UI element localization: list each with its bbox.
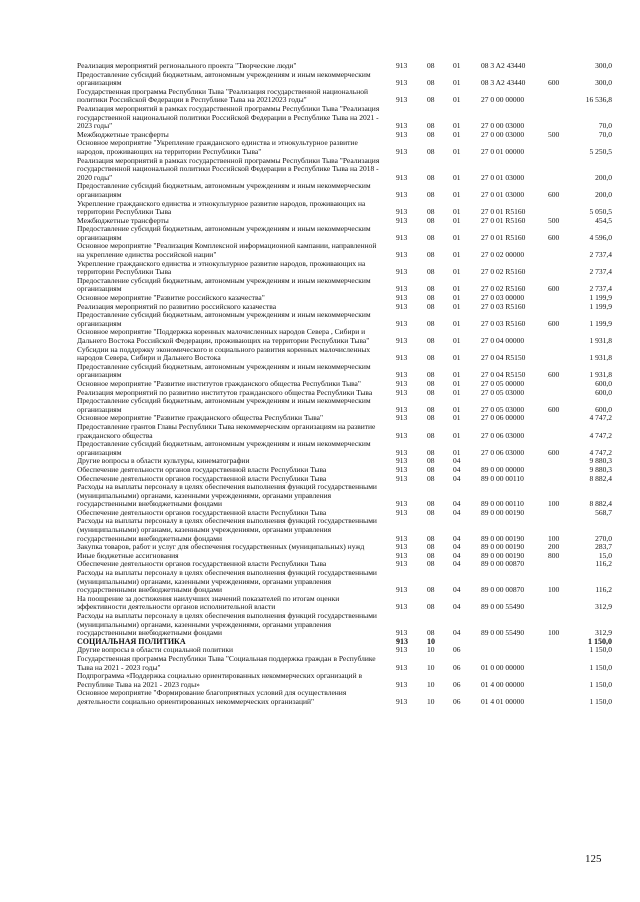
cell-name: Другие вопросы в области культуры, кинематографии xyxy=(77,456,250,466)
cell-pr: 01 xyxy=(453,121,461,131)
table-row xyxy=(0,517,640,543)
cell-sum: 600,0 xyxy=(595,404,612,414)
cell-cs: 27 0 03 R5160 xyxy=(481,318,526,328)
cell-cs: 89 0 00 55490 xyxy=(481,602,525,612)
cell-name: Предоставление субсидий бюджетным, автономным учреждениям и иным некоммерческим организациям xyxy=(77,310,371,328)
cell-gr: 913 xyxy=(396,430,408,440)
cell-sum: 1 931,8 xyxy=(589,370,612,380)
cell-pr: 04 xyxy=(453,602,461,612)
table-row xyxy=(0,483,640,509)
cell-sum: 2 737,4 xyxy=(589,267,612,277)
cell-cs: 27 0 05 03000 xyxy=(481,387,525,397)
cell-gr: 913 xyxy=(396,172,408,182)
cell-gr: 913 xyxy=(396,662,408,672)
table-row xyxy=(0,157,640,183)
cell-pr: 01 xyxy=(453,336,461,345)
cell-rz: 08 xyxy=(427,447,435,457)
cell-pr: 04 xyxy=(453,585,461,595)
cell-gr: 913 xyxy=(396,250,408,260)
cell-rz: 08 xyxy=(427,464,435,474)
cell-gr: 913 xyxy=(396,645,408,655)
cell-rz: 08 xyxy=(427,146,435,156)
cell-sum: 300,0 xyxy=(595,78,612,88)
cell-sum: 116,2 xyxy=(595,585,612,595)
cell-name: Основное мероприятие "Развитие российского казачества" xyxy=(77,293,265,303)
cell-cs: 89 0 00 00870 xyxy=(481,559,525,569)
cell-pr: 04 xyxy=(453,507,461,517)
cell-gr: 913 xyxy=(396,507,408,517)
cell-vr: 800 xyxy=(548,550,560,560)
cell-rz: 08 xyxy=(427,353,435,363)
cell-name: Реализация мероприятий по развитию российского казачества xyxy=(77,301,277,311)
cell-cs: 27 0 03 R5160 xyxy=(481,301,526,311)
cell-pr: 01 xyxy=(453,189,461,199)
cell-vr: 600 xyxy=(548,370,560,380)
cell-rz: 08 xyxy=(427,585,435,595)
cell-pr: 01 xyxy=(453,413,461,423)
cell-cs: 89 0 00 00190 xyxy=(481,507,525,517)
cell-cs: 08 3 A2 43440 xyxy=(481,61,526,70)
cell-pr: 04 xyxy=(453,559,461,569)
cell-pr: 01 xyxy=(453,318,461,328)
cell-gr: 913 xyxy=(396,95,408,105)
table-row xyxy=(0,595,640,612)
cell-gr: 913 xyxy=(396,550,408,560)
cell-gr: 913 xyxy=(396,636,408,646)
cell-name: Предоставление субсидий бюджетным, автономным учреждениям и иным некоммерческим организациям xyxy=(77,69,371,88)
cell-rz: 08 xyxy=(427,456,435,466)
cell-sum: 568,7 xyxy=(595,507,612,517)
table-row xyxy=(0,260,640,277)
cell-sum: 454,5 xyxy=(595,215,612,225)
cell-pr: 01 xyxy=(453,267,461,277)
cell-cs: 01 0 00 00000 xyxy=(481,662,525,672)
cell-name: Обеспечение деятельности органов государственной власти Республики Тыва xyxy=(77,464,327,474)
cell-sum: 270,0 xyxy=(595,533,612,543)
cell-name: Реализация мероприятий в рамках государственной программы Республики Тыва "Реализация государственной национальной политики Российской Федерации в Республике Тыва на 2021 - 2023 годы" xyxy=(77,103,380,131)
cell-cs: 27 0 01 03000 xyxy=(481,189,525,199)
cell-rz: 08 xyxy=(427,430,435,440)
table-row xyxy=(0,689,640,706)
table-row xyxy=(0,672,640,689)
cell-rz: 08 xyxy=(427,232,435,242)
cell-gr: 913 xyxy=(396,121,408,131)
cell-sum: 1 150,0 xyxy=(589,679,612,689)
cell-rz: 08 xyxy=(427,318,435,328)
cell-name: Реализация мероприятий по развитию институтов гражданского общества Республики Тыва xyxy=(77,387,373,397)
cell-pr: 01 xyxy=(453,430,461,440)
cell-gr: 913 xyxy=(396,189,408,199)
cell-sum: 600,0 xyxy=(595,378,612,388)
cell-pr: 01 xyxy=(453,370,461,380)
cell-cs: 27 0 04 00000 xyxy=(481,336,525,345)
cell-vr: 200 xyxy=(548,542,560,552)
cell-gr: 913 xyxy=(396,464,408,474)
cell-sum: 1 150,0 xyxy=(588,636,612,646)
cell-rz: 08 xyxy=(427,473,435,483)
cell-rz: 08 xyxy=(427,207,435,217)
cell-name: Предоставление субсидий бюджетным, автономным учреждениям и иным некоммерческим организациям xyxy=(77,361,371,380)
cell-cs: 27 0 00 03000 xyxy=(481,129,525,139)
cell-name: Основное мероприятие "Укрепление гражданского единства и этнокультурное развитие народов, проживающих на территории Республики Тыва" xyxy=(77,138,358,156)
cell-cs: 89 0 00 00110 xyxy=(481,499,524,509)
cell-pr: 01 xyxy=(453,250,461,260)
table-row xyxy=(0,225,640,242)
cell-pr: 06 xyxy=(453,696,461,706)
cell-pr: 04 xyxy=(453,550,461,560)
cell-cs: 01 4 00 00000 xyxy=(481,679,525,689)
cell-gr: 913 xyxy=(396,387,408,397)
cell-pr: 01 xyxy=(453,301,461,311)
cell-pr: 04 xyxy=(453,542,461,552)
cell-cs: 27 0 00 03000 xyxy=(481,121,525,131)
cell-gr: 913 xyxy=(396,602,408,612)
cell-gr: 913 xyxy=(396,215,408,225)
cell-name: Реализация мероприятий регионального проекта "Творческие люди" xyxy=(77,61,297,70)
cell-sum: 1 150,0 xyxy=(589,696,612,706)
cell-sum: 5 050,5 xyxy=(589,207,612,217)
cell-rz: 08 xyxy=(427,550,435,560)
cell-cs: 27 0 02 R5160 xyxy=(481,267,526,277)
cell-cs: 89 0 00 55490 xyxy=(481,628,525,638)
cell-name: Межбюджетные трансферты xyxy=(77,215,169,225)
cell-sum: 4 747,2 xyxy=(589,413,612,423)
cell-name: Расходы на выплаты персоналу в целях обеспечения выполнения функций государственными (муниципальными) органами, казенными учреждениями, органами управления государственными внебюджетными фондами xyxy=(77,516,377,543)
cell-sum: 1 199,9 xyxy=(589,293,612,303)
cell-cs: 08 3 A2 43440 xyxy=(481,78,526,88)
cell-gr: 913 xyxy=(396,447,408,457)
cell-sum: 300,0 xyxy=(595,61,612,70)
cell-cs: 27 0 01 03000 xyxy=(481,172,525,182)
cell-rz: 08 xyxy=(427,129,435,139)
cell-rz: 08 xyxy=(427,499,435,509)
cell-gr: 913 xyxy=(396,353,408,363)
cell-name: Предоставление субсидий бюджетным, автономным учреждениям и иным некоммерческим организациям xyxy=(77,181,371,199)
cell-name: Укрепление гражданского единства и этнокультурное развитие народов, проживающих на территории Республики Тыва xyxy=(77,198,366,217)
cell-cs: 27 0 01 R5160 xyxy=(481,207,526,217)
cell-pr: 01 xyxy=(453,447,461,457)
cell-cs: 27 0 05 00000 xyxy=(481,378,525,388)
cell-pr: 01 xyxy=(453,146,461,156)
table-row xyxy=(0,423,640,440)
cell-pr: 01 xyxy=(453,207,461,217)
cell-sum: 312,9 xyxy=(595,602,612,612)
cell-rz: 10 xyxy=(427,696,435,706)
cell-sum: 9 880,3 xyxy=(589,464,612,474)
cell-gr: 913 xyxy=(396,232,408,242)
cell-cs: 27 0 03 00000 xyxy=(481,293,525,303)
table-row xyxy=(0,363,640,380)
cell-rz: 08 xyxy=(427,507,435,517)
cell-rz: 08 xyxy=(427,387,435,397)
cell-vr: 600 xyxy=(548,404,560,414)
cell-pr: 01 xyxy=(453,232,461,242)
cell-gr: 913 xyxy=(396,628,408,638)
cell-gr: 913 xyxy=(396,404,408,414)
table-row xyxy=(0,346,640,363)
cell-vr: 600 xyxy=(548,447,560,457)
cell-sum: 116,2 xyxy=(595,559,612,569)
cell-sum: 15,0 xyxy=(598,550,612,560)
cell-vr: 500 xyxy=(548,129,560,139)
cell-rz: 08 xyxy=(427,542,435,552)
cell-pr: 01 xyxy=(453,95,461,105)
cell-rz: 08 xyxy=(427,215,435,225)
cell-name: Другие вопросы в области социальной политики xyxy=(77,645,234,655)
cell-rz: 08 xyxy=(427,404,435,414)
cell-sum: 4 747,2 xyxy=(589,430,612,440)
cell-pr: 06 xyxy=(453,662,461,672)
cell-sum: 283,7 xyxy=(595,542,612,552)
cell-cs: 27 0 02 00000 xyxy=(481,250,525,260)
cell-sum: 2 737,4 xyxy=(589,284,612,294)
cell-gr: 913 xyxy=(396,585,408,595)
table-row xyxy=(0,71,640,88)
cell-sum: 600,0 xyxy=(595,387,612,397)
cell-rz: 08 xyxy=(427,293,435,303)
cell-vr: 100 xyxy=(548,628,560,638)
cell-gr: 913 xyxy=(396,284,408,294)
cell-pr: 06 xyxy=(453,679,461,689)
cell-sum: 8 882,4 xyxy=(589,499,612,509)
cell-sum: 70,0 xyxy=(598,121,612,131)
cell-name: Подпрограмма «Поддержка социально ориентированных некоммерческих организаций в Республике Тыва на 2021 - 2023 годы» xyxy=(77,671,362,689)
cell-pr: 01 xyxy=(453,378,461,388)
cell-name: На поощрение за достижения наилучших значений показателей по итогам оценки эффективности деятельности органов исполнительной власти xyxy=(77,593,340,612)
cell-name: Расходы на выплаты персоналу в целях обеспечения выполнения функций государственными (муниципальными) органами, казенными учреждениями, органами управления государственными внебюджетными фондами xyxy=(77,568,377,595)
cell-cs: 27 0 00 00000 xyxy=(481,95,525,105)
cell-sum: 200,0 xyxy=(595,189,612,199)
cell-rz: 08 xyxy=(427,533,435,543)
cell-cs: 89 0 00 00190 xyxy=(481,550,525,560)
cell-pr: 01 xyxy=(453,353,461,363)
cell-cs: 89 0 00 00870 xyxy=(481,585,525,595)
cell-rz: 08 xyxy=(427,172,435,182)
cell-gr: 913 xyxy=(396,318,408,328)
cell-name: Иные бюджетные ассигнования xyxy=(77,550,179,560)
cell-cs: 27 0 04 R5150 xyxy=(481,353,526,363)
cell-gr: 913 xyxy=(396,78,408,88)
cell-cs: 27 0 06 03000 xyxy=(481,430,525,440)
table-row xyxy=(0,440,640,457)
cell-rz: 08 xyxy=(427,250,435,260)
cell-gr: 913 xyxy=(396,456,408,466)
cell-rz: 10 xyxy=(427,636,435,646)
cell-cs: 27 0 01 R5160 xyxy=(481,215,526,225)
cell-pr: 04 xyxy=(453,533,461,543)
cell-vr: 600 xyxy=(548,318,560,328)
cell-pr: 04 xyxy=(453,456,461,466)
cell-rz: 10 xyxy=(427,679,435,689)
cell-name: Основное мероприятие "Поддержка коренных малочисленных народов Севера , Сибири и Дальнего Востока Российской Федерации, проживающих на территории Республики Тыва" xyxy=(77,327,370,345)
cell-vr: 500 xyxy=(548,215,560,225)
cell-rz: 08 xyxy=(427,602,435,612)
cell-cs: 27 0 01 00000 xyxy=(481,146,525,156)
cell-rz: 08 xyxy=(427,378,435,388)
cell-gr: 913 xyxy=(396,293,408,303)
cell-cs: 27 0 05 03000 xyxy=(481,404,525,414)
cell-gr: 913 xyxy=(396,473,408,483)
cell-cs: 27 0 06 03000 xyxy=(481,447,525,457)
table-row xyxy=(0,612,640,638)
cell-vr: 100 xyxy=(548,585,560,595)
cell-pr: 01 xyxy=(453,215,461,225)
table-row xyxy=(0,328,640,345)
cell-sum: 70,0 xyxy=(598,129,612,139)
cell-pr: 04 xyxy=(453,628,461,638)
cell-pr: 01 xyxy=(453,172,461,182)
cell-sum: 1 199,9 xyxy=(589,301,612,311)
cell-pr: 01 xyxy=(453,129,461,139)
cell-name: Предоставление субсидий бюджетным, автономным учреждениям и иным некоммерческим организациям xyxy=(77,224,371,242)
cell-cs: 89 0 00 00110 xyxy=(481,473,524,483)
cell-name: Основное мероприятие "Развитие институтов гражданского общества Республики Тыва" xyxy=(77,378,361,388)
cell-pr: 04 xyxy=(453,473,461,483)
cell-cs: 89 0 00 00190 xyxy=(481,542,525,552)
cell-cs: 01 4 01 00000 xyxy=(481,696,525,706)
cell-gr: 913 xyxy=(396,370,408,380)
cell-sum: 1 931,8 xyxy=(589,336,612,345)
cell-pr: 01 xyxy=(453,61,461,70)
cell-gr: 913 xyxy=(396,301,408,311)
cell-gr: 913 xyxy=(396,146,408,156)
cell-cs: 27 0 02 R5160 xyxy=(481,284,526,294)
cell-gr: 913 xyxy=(396,378,408,388)
cell-pr: 04 xyxy=(453,464,461,474)
cell-gr: 913 xyxy=(396,336,408,345)
cell-name: Основное мероприятие "Реализация Комплексной информационной кампании, направленной на укрепление единства российской нации" xyxy=(77,241,377,260)
cell-name: Обеспечение деятельности органов государственной власти Республики Тыва xyxy=(77,559,327,569)
table-row xyxy=(0,242,640,259)
cell-pr: 01 xyxy=(453,404,461,414)
cell-gr: 913 xyxy=(396,267,408,277)
cell-pr: 01 xyxy=(453,293,461,303)
cell-name: Укрепление гражданского единства и этнокультурное развитие народов, проживающих на территории Республики Тыва xyxy=(77,258,366,277)
cell-cs: 89 0 00 00190 xyxy=(481,533,525,543)
cell-name: Основное мероприятие "Развитие гражданского общества Республики Тыва" xyxy=(77,413,324,423)
cell-sum: 1 150,0 xyxy=(589,645,612,655)
cell-sum: 5 250,5 xyxy=(589,146,612,156)
cell-gr: 913 xyxy=(396,679,408,689)
cell-rz: 08 xyxy=(427,413,435,423)
page-number: 125 xyxy=(585,853,602,865)
cell-sum: 1 150,0 xyxy=(589,662,612,672)
cell-sum: 1 199,9 xyxy=(589,318,612,328)
cell-name: Расходы на выплаты персоналу в целях обеспечения выполнения функций государственными (муниципальными) органами, казенными учреждениями, органами управления государственными внебюджетными фондами xyxy=(77,482,377,509)
cell-name: Государственная программа Республики Тыва "Социальная поддержка граждан в Республике Тыва на 2021 - 2023 годы" xyxy=(77,653,376,672)
cell-vr: 600 xyxy=(548,284,560,294)
cell-rz: 08 xyxy=(427,189,435,199)
cell-sum: 8 882,4 xyxy=(589,473,612,483)
cell-gr: 913 xyxy=(396,696,408,706)
cell-name: Предоставление субсидий бюджетным, автономным учреждениям и иным некоммерческим организациям xyxy=(77,396,371,414)
budget-table xyxy=(0,62,640,707)
cell-name: Закупка товаров, работ и услуг для обеспечения государственных (муниципальных) нужд xyxy=(77,542,365,552)
cell-rz: 08 xyxy=(427,301,435,311)
table-row xyxy=(0,311,640,328)
cell-name: Государственная программа Республики Тыва "Реализация государственной национальной политики Российской Федерации в Республике Тыва на 20212023 годы" xyxy=(77,86,368,105)
cell-sum: 312,9 xyxy=(595,628,612,638)
cell-cs: 27 0 01 R5160 xyxy=(481,232,526,242)
cell-gr: 913 xyxy=(396,61,408,70)
cell-rz: 08 xyxy=(427,95,435,105)
table-row xyxy=(0,182,640,199)
cell-vr: 600 xyxy=(548,232,560,242)
cell-name: Обеспечение деятельности органов государственной власти Республики Тыва xyxy=(77,473,327,483)
cell-rz: 10 xyxy=(427,662,435,672)
table-row xyxy=(0,569,640,595)
cell-rz: 08 xyxy=(427,628,435,638)
cell-gr: 913 xyxy=(396,499,408,509)
cell-pr: 01 xyxy=(453,284,461,294)
cell-sum: 2 737,4 xyxy=(589,250,612,260)
cell-gr: 913 xyxy=(396,542,408,552)
cell-sum: 9 880,3 xyxy=(589,456,612,466)
table-row xyxy=(0,277,640,294)
cell-rz: 08 xyxy=(427,336,435,345)
table-row xyxy=(0,139,640,156)
cell-name: Предоставление грантов Главы Республики Тыва некоммерческим организациям на развитие гражданского общества xyxy=(77,421,376,440)
cell-rz: 08 xyxy=(427,78,435,88)
table-row xyxy=(0,655,640,672)
cell-rz: 08 xyxy=(427,61,435,70)
cell-gr: 913 xyxy=(396,207,408,217)
cell-name: Реализация мероприятий в рамках государственной программы Республики Тыва "Реализация государственной национальной политики Российской Федерации в Республике Тыва на 2018 - 2020 годы" xyxy=(77,155,380,182)
cell-name: Субсидии на поддержку экономического и социального развития коренных малочисленных народов Севера, Сибири и Дальнего Востока xyxy=(77,344,371,363)
cell-sum: 16 536,8 xyxy=(585,95,612,105)
cell-cs: 27 0 04 R5150 xyxy=(481,370,526,380)
cell-sum: 1 931,8 xyxy=(589,353,612,363)
cell-rz: 08 xyxy=(427,284,435,294)
cell-gr: 913 xyxy=(396,559,408,569)
cell-sum: 4 747,2 xyxy=(589,447,612,457)
cell-name: Обеспечение деятельности органов государственной власти Республики Тыва xyxy=(77,507,327,517)
cell-vr: 100 xyxy=(548,533,560,543)
cell-rz: 08 xyxy=(427,370,435,380)
cell-name: СОЦИАЛЬНАЯ ПОЛИТИКА xyxy=(77,636,186,646)
cell-rz: 08 xyxy=(427,267,435,277)
table-row xyxy=(0,88,640,105)
cell-name: Предоставление субсидий бюджетным, автономным учреждениям и иным некоммерческим организациям xyxy=(77,439,371,457)
cell-gr: 913 xyxy=(396,533,408,543)
cell-gr: 913 xyxy=(396,413,408,423)
cell-name: Расходы на выплаты персоналу в целях обеспечения выполнения функций государственными (муниципальными) органами, казенными учреждениями, органами управления государственными внебюджетными фондами xyxy=(77,611,377,638)
cell-sum: 200,0 xyxy=(595,172,612,182)
cell-cs: 89 0 00 00000 xyxy=(481,464,525,474)
cell-name: Основное мероприятие "Формирование благоприятных условий для осуществления деятельности социально ориентированных некоммерческих организаций" xyxy=(77,688,347,706)
cell-cs: 27 0 06 00000 xyxy=(481,413,525,423)
table-row xyxy=(0,397,640,414)
cell-gr: 913 xyxy=(396,129,408,139)
cell-rz: 10 xyxy=(427,645,435,655)
cell-name: Межбюджетные трансферты xyxy=(77,129,169,139)
cell-pr: 01 xyxy=(453,78,461,88)
cell-vr: 600 xyxy=(548,78,560,88)
cell-sum: 4 596,0 xyxy=(589,232,612,242)
table-row xyxy=(0,105,640,131)
table-row xyxy=(0,200,640,217)
cell-pr: 04 xyxy=(453,499,461,509)
cell-vr: 600 xyxy=(548,189,560,199)
cell-pr: 01 xyxy=(453,387,461,397)
cell-pr: 06 xyxy=(453,645,461,655)
cell-rz: 08 xyxy=(427,559,435,569)
cell-name: Предоставление субсидий бюджетным, автономным учреждениям и иным некоммерческим организациям xyxy=(77,275,371,294)
cell-rz: 08 xyxy=(427,121,435,131)
cell-vr: 100 xyxy=(548,499,560,509)
